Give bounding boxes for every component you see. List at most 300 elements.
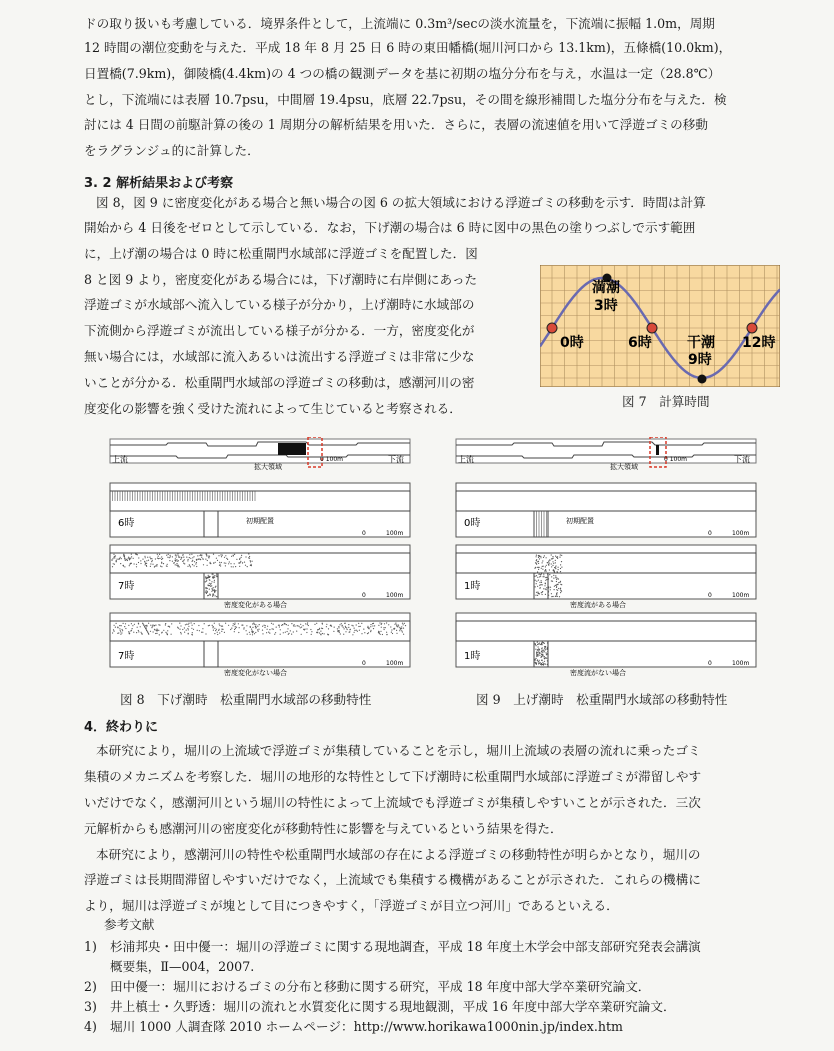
debris-dot: [245, 565, 246, 566]
debris-dot: [234, 554, 235, 555]
debris-dot: [201, 557, 202, 558]
debris-dot: [367, 626, 368, 627]
debris-dot: [229, 561, 230, 562]
debris-dot: [208, 625, 209, 626]
debris-dot: [161, 559, 162, 560]
debris-dot: [535, 567, 536, 568]
debris-dot: [539, 555, 540, 556]
reference-item-continued: 概要集，Ⅱ—004，2007.: [110, 959, 255, 974]
debris-dot: [161, 632, 162, 633]
upstream-label: 上流: [458, 455, 474, 464]
debris-dot: [294, 624, 295, 625]
panel-note: 密度流がない場合: [570, 669, 626, 677]
debris-dot: [130, 630, 131, 631]
debris-dot: [143, 625, 144, 626]
debris-dot: [205, 633, 206, 634]
debris-dot: [319, 632, 320, 633]
debris-dot: [293, 631, 294, 632]
debris-dot: [198, 559, 199, 560]
text-line: いことが分かる．松重閘門水域部の浮遊ゴミの移動は，感潮河川の密: [84, 375, 475, 390]
reference-item: [84, 1020, 623, 1034]
debris-dot: [203, 559, 204, 560]
debris-dot: [113, 554, 114, 555]
debris-dot: [538, 574, 539, 575]
debris-dot: [233, 623, 234, 624]
debris-dot: [550, 587, 551, 588]
debris-dot: [202, 628, 203, 629]
debris-dot: [343, 634, 344, 635]
debris-dot: [553, 570, 554, 571]
debris-dot: [140, 563, 141, 564]
debris-dot: [205, 592, 206, 593]
debris-dot: [120, 634, 121, 635]
debris-dot: [158, 558, 159, 559]
debris-dot: [274, 634, 275, 635]
debris-dot: [194, 623, 195, 624]
debris-dot: [145, 628, 146, 629]
debris-dot: [253, 623, 254, 624]
debris-dot: [132, 628, 133, 629]
debris-dot: [293, 625, 294, 626]
debris-dot: [133, 558, 134, 559]
debris-dot: [300, 624, 301, 625]
debris-dot: [545, 566, 546, 567]
debris-dot: [119, 558, 120, 559]
debris-dot: [316, 623, 317, 624]
debris-dot: [221, 562, 222, 563]
debris-dot: [209, 625, 210, 626]
figure-7-caption: 図 7 計算時間: [622, 394, 710, 409]
debris-dot: [212, 594, 213, 595]
debris-dot: [183, 563, 184, 564]
debris-dot: [230, 629, 231, 630]
debris-dot: [547, 577, 548, 578]
debris-dot: [540, 556, 541, 557]
debris-dot: [268, 632, 269, 633]
debris-dot: [120, 631, 121, 632]
debris-dot: [403, 624, 404, 625]
debris-dot: [305, 623, 306, 624]
debris-dot: [551, 563, 552, 564]
debris-dot: [537, 571, 538, 572]
debris-dot: [226, 558, 227, 559]
text-line: とし，下流端には表層 10.7psu，中間層 19.4psu，底層 22.7psu，その間を線形補間した塩分分布を与えた．検: [84, 92, 727, 107]
debris-dot: [556, 594, 557, 595]
debris-dot: [130, 563, 131, 564]
debris-dot: [536, 592, 537, 593]
debris-dot: [195, 563, 196, 564]
debris-dot: [252, 561, 253, 562]
panel-time: 1時: [464, 651, 481, 662]
debris-dot: [183, 557, 184, 558]
debris-dot: [216, 596, 217, 597]
debris-dot: [542, 562, 543, 563]
debris-dot: [221, 556, 222, 557]
debris-dot: [215, 587, 216, 588]
debris-dot: [124, 626, 125, 627]
debris-dot: [207, 565, 208, 566]
debris-dot: [536, 658, 537, 659]
initial-debris-range: [656, 445, 659, 455]
debris-dot: [391, 632, 392, 633]
debris-dot: [350, 629, 351, 630]
debris-dot: [301, 627, 302, 628]
text-line: より，堀川は浮遊ゴミが塊として目につきやすく，「浮遊ゴミが目立つ河川」であるといえる．: [84, 898, 619, 913]
debris-dot: [197, 555, 198, 556]
debris-dot: [557, 590, 558, 591]
debris-dot: [198, 625, 199, 626]
debris-dot: [547, 664, 548, 665]
debris-dot: [561, 573, 562, 574]
debris-dot: [137, 627, 138, 628]
debris-dot: [545, 580, 546, 581]
debris-dot: [266, 632, 267, 633]
debris-dot: [248, 553, 249, 554]
debris-dot: [207, 588, 208, 589]
debris-dot: [203, 564, 204, 565]
debris-dot: [207, 585, 208, 586]
debris-dot: [242, 562, 243, 563]
debris-dot: [558, 569, 559, 570]
debris-dot: [250, 561, 251, 562]
debris-dot: [319, 628, 320, 629]
debris-dot: [301, 634, 302, 635]
debris-dot: [150, 631, 151, 632]
debris-dot: [194, 561, 195, 562]
section-heading: 3. 2 解析結果および考察: [84, 176, 234, 191]
debris-dot: [354, 628, 355, 629]
debris-dot: [252, 632, 253, 633]
debris-dot: [163, 563, 164, 564]
downstream-label: 下流: [388, 455, 404, 464]
panel-with-density: [110, 545, 410, 609]
debris-dot: [150, 558, 151, 559]
debris-dot: [243, 628, 244, 629]
debris-dot: [291, 634, 292, 635]
debris-dot: [540, 576, 541, 577]
debris-dot: [158, 556, 159, 557]
debris-dot: [381, 624, 382, 625]
text-line: 本研究により，堀川の上流域で浮遊ゴミが集積していることを示し，堀川上流域の表層の流れに乗ったゴミ: [96, 743, 701, 758]
debris-dot: [543, 656, 544, 657]
debris-dot: [212, 627, 213, 628]
debris-dot: [231, 556, 232, 557]
reference-text: 堀川 1000 人調査隊 2010 ホームページ：http://www.horikawa1000nin.jp/index.htm: [110, 1019, 624, 1034]
debris-dot: [561, 591, 562, 592]
scale-end: 100m: [386, 660, 404, 667]
debris-dot: [252, 623, 253, 624]
debris-dot: [154, 629, 155, 630]
panel-note: 初期配置: [246, 517, 274, 525]
debris-dot: [114, 564, 115, 565]
debris-dot: [542, 650, 543, 651]
debris-dot: [545, 649, 546, 650]
debris-dot: [117, 559, 118, 560]
downstream-label: 下流: [734, 455, 750, 464]
debris-dot: [361, 633, 362, 634]
debris-dot: [219, 623, 220, 624]
debris-dot: [549, 574, 550, 575]
debris-dot: [333, 631, 334, 632]
debris-dot: [227, 559, 228, 560]
debris-dot: [255, 632, 256, 633]
debris-dot: [555, 575, 556, 576]
debris-dot: [535, 573, 536, 574]
debris-dot: [326, 626, 327, 627]
debris-dot: [113, 563, 114, 564]
panel-note: 密度変化がある場合: [224, 601, 287, 609]
debris-dot: [150, 566, 151, 567]
debris-dot: [537, 642, 538, 643]
debris-dot: [303, 629, 304, 630]
debris-dot: [154, 625, 155, 626]
debris-dot: [157, 558, 158, 559]
debris-dot: [209, 589, 210, 590]
debris-dot: [165, 624, 166, 625]
debris-dot: [378, 625, 379, 626]
debris-dot: [535, 586, 536, 587]
debris-dot: [146, 563, 147, 564]
debris-dot: [553, 575, 554, 576]
debris-dot: [273, 629, 274, 630]
debris-dot: [396, 624, 397, 625]
debris-dot: [182, 555, 183, 556]
debris-dot: [394, 624, 395, 625]
debris-dot: [396, 630, 397, 631]
debris-dot: [155, 625, 156, 626]
debris-dot: [167, 557, 168, 558]
panel-note: 密度変化がない場合: [224, 669, 287, 677]
debris-dot: [541, 573, 542, 574]
debris-dot: [401, 628, 402, 629]
debris-dot: [551, 554, 552, 555]
debris-dot: [206, 592, 207, 593]
debris-dot: [218, 555, 219, 556]
debris-dot: [136, 553, 137, 554]
debris-dot: [119, 628, 120, 629]
debris-dot: [547, 642, 548, 643]
debris-dot: [152, 626, 153, 627]
debris-dot: [114, 556, 115, 557]
debris-dot: [541, 644, 542, 645]
debris-dot: [267, 629, 268, 630]
debris-dot: [541, 643, 542, 644]
debris-dot: [206, 580, 207, 581]
debris-dot: [213, 595, 214, 596]
debris-dot: [210, 563, 211, 564]
debris-dot: [222, 626, 223, 627]
debris-dot: [249, 556, 250, 557]
debris-dot: [209, 580, 210, 581]
debris-dot: [193, 556, 194, 557]
debris-dot: [538, 567, 539, 568]
debris-dot: [388, 624, 389, 625]
debris-dot: [557, 584, 558, 585]
debris-dot: [255, 624, 256, 625]
debris-dot: [250, 627, 251, 628]
debris-dot: [370, 631, 371, 632]
debris-dot: [169, 560, 170, 561]
debris-dot: [251, 564, 252, 565]
debris-dot: [541, 580, 542, 581]
debris-dot: [322, 623, 323, 624]
debris-dot: [339, 632, 340, 633]
debris-dot: [361, 623, 362, 624]
debris-dot: [554, 567, 555, 568]
debris-dot: [550, 589, 551, 590]
debris-dot: [122, 630, 123, 631]
debris-dot: [542, 652, 543, 653]
debris-dot: [330, 625, 331, 626]
debris-dot: [176, 555, 177, 556]
debris-dot: [144, 561, 145, 562]
scale-start: 0: [708, 530, 712, 537]
debris-dot: [216, 574, 217, 575]
debris-dot: [403, 634, 404, 635]
debris-dot: [379, 622, 380, 623]
debris-dot: [187, 628, 188, 629]
debris-dot: [239, 627, 240, 628]
debris-dot: [359, 630, 360, 631]
debris-dot: [380, 631, 381, 632]
debris-dot: [176, 559, 177, 560]
debris-dot: [334, 627, 335, 628]
debris-dot: [543, 588, 544, 589]
debris-dot: [269, 633, 270, 634]
debris-dot: [120, 563, 121, 564]
debris-dot: [129, 632, 130, 633]
debris-dot: [320, 634, 321, 635]
marker-12h: [747, 323, 757, 333]
debris-dot: [541, 656, 542, 657]
debris-dot: [373, 628, 374, 629]
debris-dot: [224, 557, 225, 558]
debris-dot: [552, 565, 553, 566]
debris-dot: [394, 629, 395, 630]
debris-dot: [152, 564, 153, 565]
debris-dot: [179, 566, 180, 567]
debris-dot: [558, 567, 559, 568]
debris-dot: [131, 623, 132, 624]
debris-dot: [209, 556, 210, 557]
debris-dot: [238, 623, 239, 624]
debris-dot: [224, 562, 225, 563]
debris-dot: [356, 630, 357, 631]
debris-dot: [246, 630, 247, 631]
debris-dot: [217, 632, 218, 633]
debris-dot: [149, 557, 150, 558]
debris-dot: [342, 625, 343, 626]
debris-dot: [561, 567, 562, 568]
debris-dot: [538, 661, 539, 662]
text-line: 下流側から浮遊ゴミが流出している様子が分かる．一方，密度変化が: [84, 323, 475, 338]
debris-dot: [541, 663, 542, 664]
debris-dot: [395, 623, 396, 624]
debris-dot: [539, 663, 540, 664]
debris-dot: [542, 560, 543, 561]
debris-dot: [556, 579, 557, 580]
debris-dot: [370, 624, 371, 625]
text-line: 集積のメカニズムを考察した．堀川の地形的な特性として下げ潮時に松重閘門水域部に浮遊ゴミが滞留しやす: [84, 769, 702, 784]
debris-dot: [556, 581, 557, 582]
debris-dot: [555, 568, 556, 569]
debris-dot: [175, 564, 176, 565]
debris-dot: [205, 576, 206, 577]
debris-dot: [284, 624, 285, 625]
debris-dot: [546, 577, 547, 578]
debris-dot: [148, 560, 149, 561]
debris-dot: [140, 626, 141, 627]
debris-dot: [235, 566, 236, 567]
debris-dot: [236, 559, 237, 560]
debris-dot: [114, 557, 115, 558]
debris-dot: [152, 624, 153, 625]
debris-dot: [178, 557, 179, 558]
debris-dot: [216, 629, 217, 630]
debris-dot: [557, 596, 558, 597]
debris-dot: [548, 592, 549, 593]
debris-dot: [262, 626, 263, 627]
debris-dot: [194, 565, 195, 566]
debris-dot: [262, 630, 263, 631]
scale-start: 0: [362, 530, 366, 537]
panel-initial: [110, 483, 410, 537]
text-line: 浮遊ゴミは長期間滞留しやすいだけでなく，上流域でも集積する機構があることが示された．これらの機構に: [84, 872, 701, 887]
debris-dot: [234, 623, 235, 624]
debris-dot: [381, 623, 382, 624]
debris-dot: [244, 627, 245, 628]
debris-dot: [551, 593, 552, 594]
debris-dot: [555, 577, 556, 578]
scale-end: 100m: [386, 530, 404, 537]
debris-dot: [287, 631, 288, 632]
debris-dot: [177, 566, 178, 567]
debris-dot: [273, 624, 274, 625]
debris-dot: [561, 561, 562, 562]
debris-dot: [558, 578, 559, 579]
debris-dot: [250, 565, 251, 566]
debris-dot: [538, 643, 539, 644]
debris-dot: [209, 557, 210, 558]
debris-dot: [535, 649, 536, 650]
debris-dot: [254, 633, 255, 634]
debris-dot: [112, 558, 113, 559]
debris-dot: [247, 634, 248, 635]
debris-dot: [235, 628, 236, 629]
debris-dot: [179, 629, 180, 630]
debris-dot: [117, 627, 118, 628]
debris-dot: [148, 633, 149, 634]
debris-dot: [221, 626, 222, 627]
debris-dot: [338, 627, 339, 628]
debris-dot: [556, 557, 557, 558]
debris-dot: [306, 628, 307, 629]
debris-dot: [224, 632, 225, 633]
debris-dot: [211, 581, 212, 582]
debris-dot: [231, 566, 232, 567]
debris-dot: [156, 629, 157, 630]
debris-dot: [168, 554, 169, 555]
panel-time: 0時: [464, 518, 481, 529]
debris-dot: [370, 630, 371, 631]
debris-dot: [192, 564, 193, 565]
scale-start: 0: [708, 660, 712, 667]
debris-dot: [560, 568, 561, 569]
debris-dot: [547, 651, 548, 652]
debris-dot: [279, 626, 280, 627]
debris-dot: [213, 587, 214, 588]
debris-dot: [163, 630, 164, 631]
